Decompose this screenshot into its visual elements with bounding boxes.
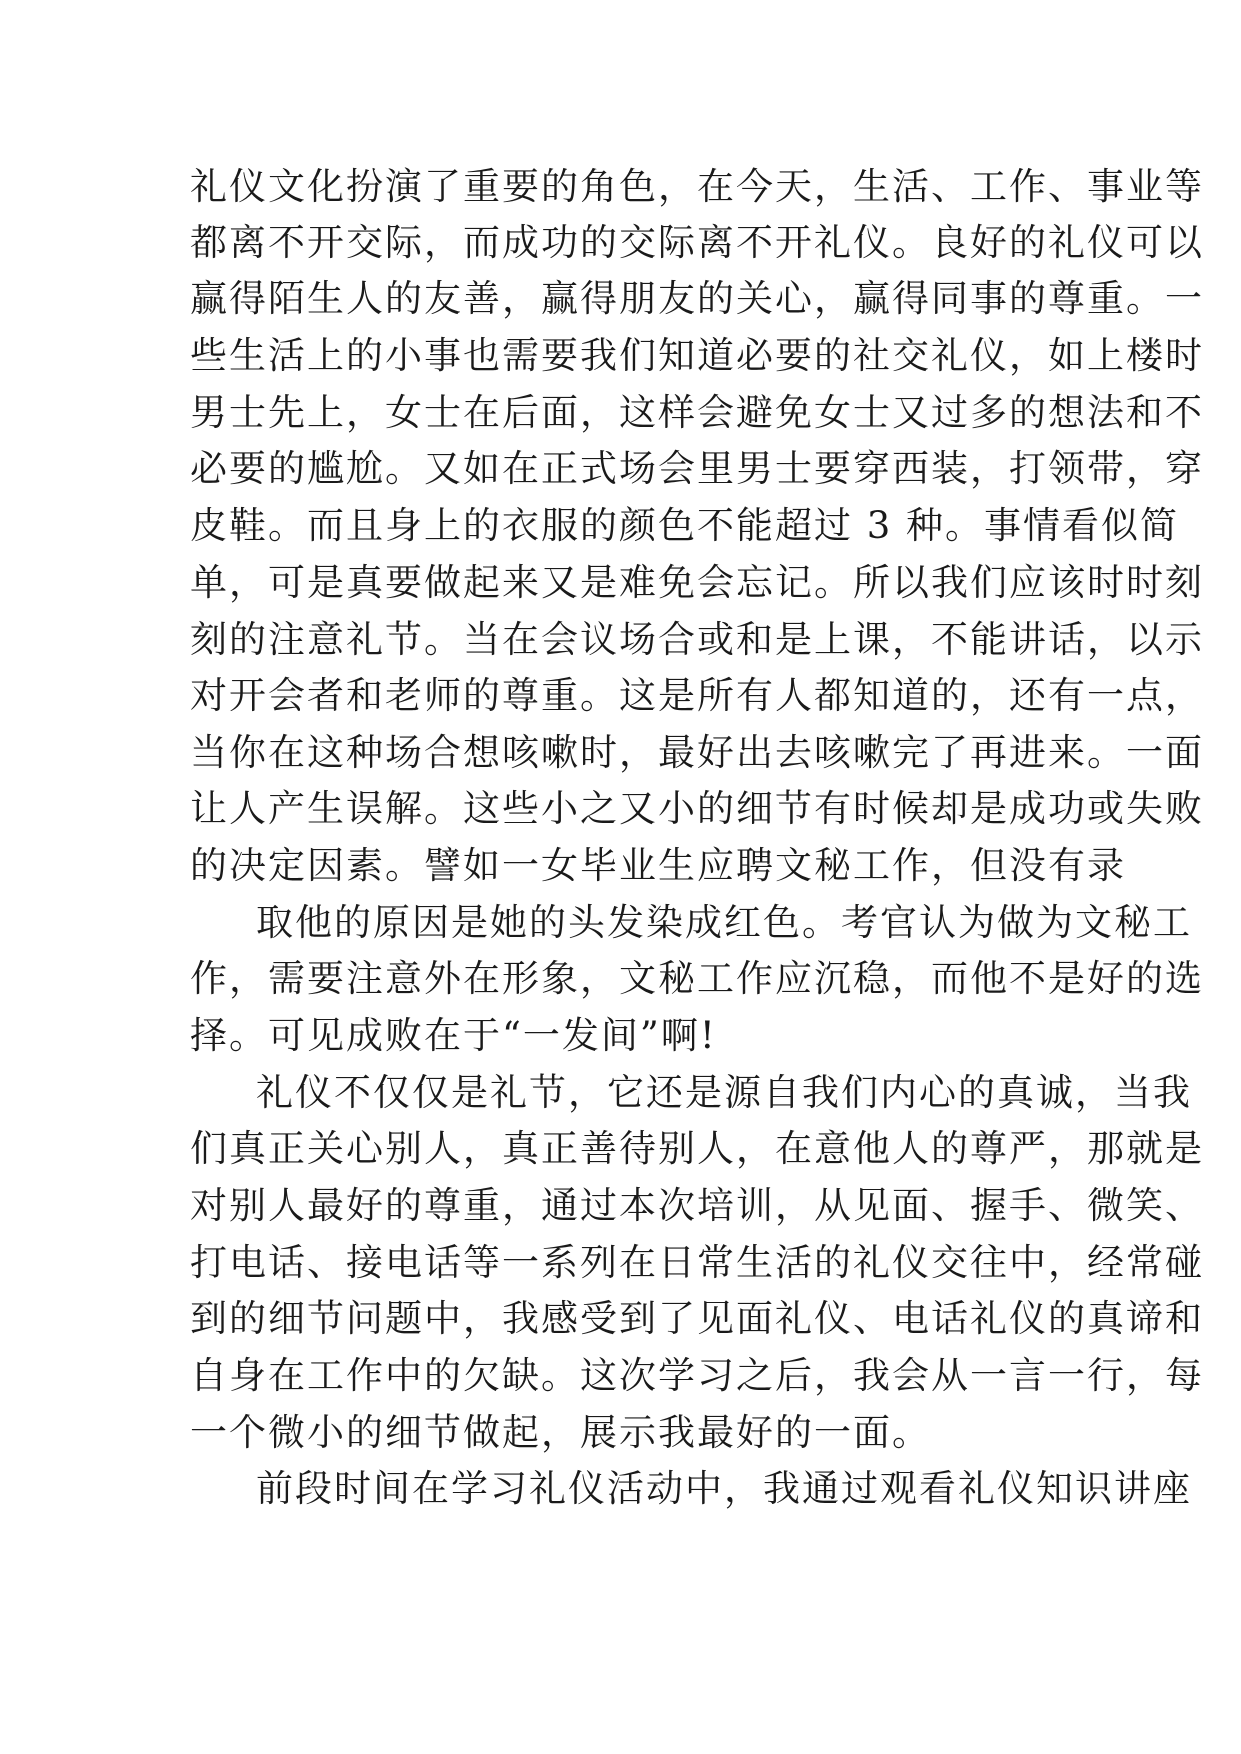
text-line-2: 都离不开交际，而成功的交际离不开礼仪。良好的礼仪可以 xyxy=(190,221,1204,264)
text-line-22: 自身在工作中的欠缺。这次学习之后，我会从一言一行，每 xyxy=(190,1354,1204,1397)
text-line-5: 男士先上，女士在后面，这样会避免女士又过多的想法和不 xyxy=(190,391,1204,434)
text-line-8: 单，可是真要做起来又是难免会忘记。所以我们应该时时刻 xyxy=(190,561,1204,604)
text-line-3: 赢得陌生人的友善，赢得朋友的关心，赢得同事的尊重。一 xyxy=(190,277,1204,320)
text-line-16: 择。可见成败在于“一发间”啊! xyxy=(190,1014,717,1057)
text-line-9: 刻的注意礼节。当在会议场合或和是上课，不能讲话，以示 xyxy=(190,618,1204,661)
text-line-15: 作，需要注意外在形象，文秘工作应沉稳，而他不是好的选 xyxy=(190,957,1204,1000)
text-line-4: 些生活上的小事也需要我们知道必要的社交礼仪，如上楼时 xyxy=(190,334,1204,377)
text-line-20: 打电话、接电话等一系列在日常生活的礼仪交往中，经常碰 xyxy=(190,1241,1204,1284)
text-line-19: 对别人最好的尊重，通过本次培训，从见面、握手、微笑、 xyxy=(190,1184,1204,1227)
text-line-24: 前段时间在学习礼仪活动中，我通过观看礼仪知识讲座 xyxy=(256,1467,1192,1510)
text-line-12: 让人产生误解。这些小之又小的细节有时候却是成功或失败 xyxy=(190,787,1204,830)
text-line-18: 们真正关心别人，真正善待别人，在意他人的尊严，那就是 xyxy=(190,1127,1204,1170)
text-line-14: 取他的原因是她的头发染成红色。考官认为做为文秘工 xyxy=(256,901,1192,944)
text-line-1: 礼仪文化扮演了重要的角色，在今天，生活、工作、事业等 xyxy=(190,165,1204,208)
text-line-17: 礼仪不仅仅是礼节，它还是源自我们内心的真诚，当我 xyxy=(256,1071,1192,1114)
text-line-21: 到的细节问题中，我感受到了见面礼仪、电话礼仪的真谛和 xyxy=(190,1297,1204,1340)
text-line-11: 当你在这种场合想咳嗽时，最好出去咳嗽完了再进来。一面 xyxy=(190,731,1204,774)
text-line-6: 必要的尴尬。又如在正式场会里男士要穿西装，打领带，穿 xyxy=(190,447,1204,490)
text-line-23: 一个微小的细节做起，展示我最好的一面。 xyxy=(190,1411,931,1454)
text-line-13: 的决定因素。譬如一女毕业生应聘文秘工作，但没有录 xyxy=(190,844,1126,887)
text-line-10: 对开会者和老师的尊重。这是所有人都知道的，还有一点， xyxy=(190,674,1204,717)
text-line-7: 皮鞋。而且身上的衣服的颜色不能超过 3 种。事情看似简 xyxy=(190,504,1180,547)
